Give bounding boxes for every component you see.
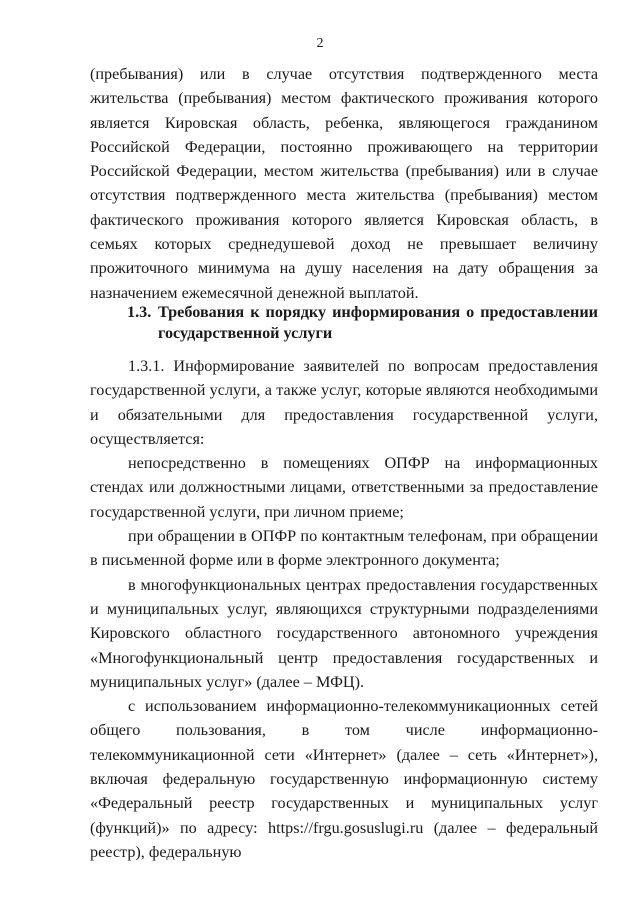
paragraph-by-phone: при обращении в ОПФР по контактным телефонам, при обращении в письменной форме или в форме электронного документа; (90, 527, 598, 570)
section-heading (127, 302, 598, 344)
paragraph-internet: с использованием информационно-телекоммуникационных сетей общего пользования, в том числе информационно-телекоммуникационной сети «Интернет» (далее – сеть «Интернет»), включая федеральную государственную информационную систему «Федеральный реестр государственных и муниципальных услуг (функций)» по адресу: https://frgu.gosuslugi.ru (далее – федеральный реестр), федеральную (90, 697, 598, 861)
page-number: 2 (316, 36, 324, 51)
continuation-text (90, 62, 598, 305)
paragraph-mfc: в многофункциональных центрах предоставления государственных и муниципальных услуг, являющихся структурными подразделениями Кировского областного государственного автономного учреждения «Многофункциональный центр предоставления государственных и муниципальных услуг» (далее – МФЦ). (90, 575, 598, 691)
paragraph-in-premises: непосредственно в помещениях ОПФР на информационных стендах или должностными лицами, ответственными за предоставление государственной услуги, при личном приеме; (90, 454, 598, 521)
section-number: 1.3. (127, 303, 152, 321)
paragraph-1-3-1: 1.3.1. Информирование заявителей по вопросам предоставления государственной услуги, а также услуг, которые являются необходимыми и обязательными для предоставления государственной услуги, осуществляется: (90, 357, 598, 448)
intro-paragraph: (пребывания) или в случае отсутствия подтвержденного места жительства (пребывания) местом фактического проживания которого является Кировская область, ребенка, являющегося гражданином Российской Федерации, постоянно проживающего на территории Российской Федерации, местом жительства (пребывания) или в случае отсутствия подтвержденного места жительства (пребывания) местом фактического проживания которого является Кировская область, в семьях которых среднедушевой доход не превышает величину прожиточного минимума на душу населения на дату обращения за назначением ежемесячной денежной выплатой. (90, 65, 598, 302)
section-title: Требования к порядку информирования о предоставлении государственной услуги (158, 303, 598, 342)
section-body (90, 354, 598, 864)
